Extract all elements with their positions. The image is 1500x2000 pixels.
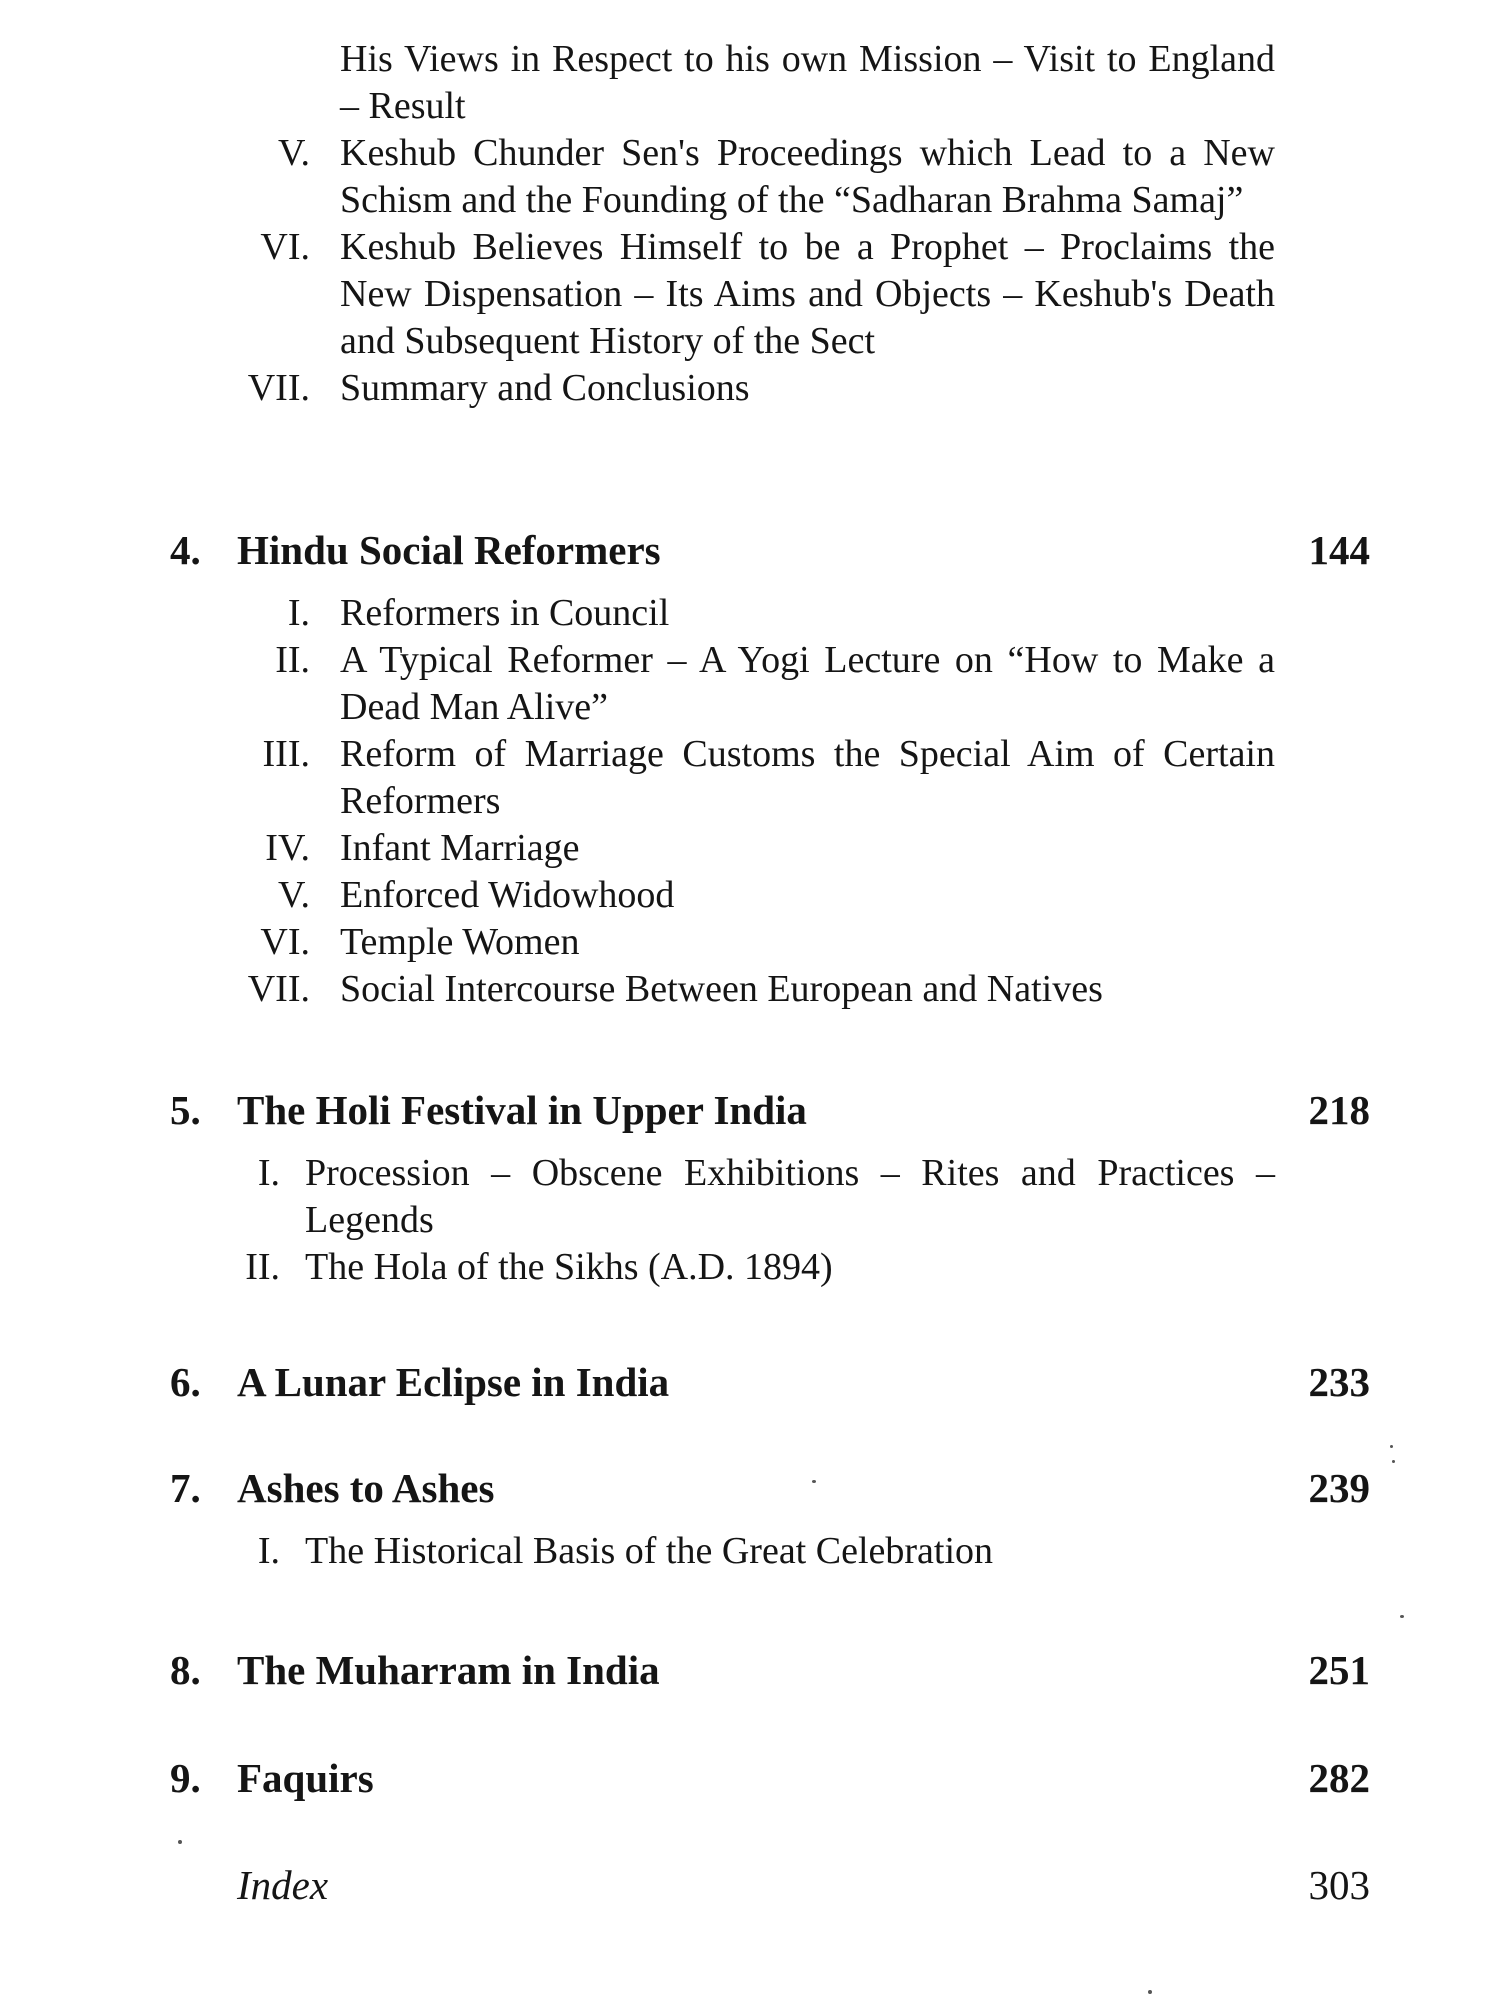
section-title: Reformers in Council [340, 592, 670, 634]
section-list [0, 590, 1500, 1013]
section-item [0, 224, 1500, 365]
section-item [0, 1150, 1500, 1244]
chapter-number: 6. [170, 1359, 201, 1405]
section-item [0, 130, 1500, 224]
chapter-number: 7. [170, 1465, 201, 1511]
index-title: Index [237, 1862, 329, 1908]
section-list [0, 1528, 1500, 1575]
section-title: His Views in Respect to his own Mission – Visit to England – Result [340, 38, 1275, 127]
chapter-title: The Muharram in India [237, 1647, 660, 1693]
continued-section-list [0, 36, 1500, 412]
chapter-number: 4. [170, 527, 201, 573]
chapter-heading[interactable] [0, 520, 1500, 580]
section-item [0, 1528, 1500, 1575]
section-item [0, 590, 1500, 637]
chapter-title: The Holi Festival in Upper India [237, 1087, 807, 1133]
chapter-heading[interactable] [0, 1640, 1500, 1700]
scan-speck [1400, 1615, 1404, 1618]
chapter-entry [0, 1640, 1500, 1700]
chapter-entry [0, 520, 1500, 1013]
section-title: Temple Women [340, 921, 580, 963]
section-item [0, 731, 1500, 825]
section-number: VI. [260, 226, 310, 268]
section-number: II. [275, 639, 310, 681]
chapter-entry [0, 1080, 1500, 1291]
scan-speck [1390, 1445, 1393, 1448]
section-list [0, 1150, 1500, 1291]
section-item [0, 365, 1500, 412]
chapter-page-number: 251 [1308, 1647, 1370, 1693]
section-item [0, 825, 1500, 872]
index-heading[interactable] [0, 1855, 1500, 1915]
section-number: I. [287, 592, 310, 634]
chapter-title: Hindu Social Reformers [237, 527, 661, 573]
section-item [0, 1244, 1500, 1291]
section-number: VII. [247, 367, 310, 409]
chapter-heading[interactable] [0, 1748, 1500, 1808]
chapter-title: Faquirs [237, 1755, 374, 1801]
section-item [0, 637, 1500, 731]
section-title: Keshub Chunder Sen's Proceedings which Lead to a New Schism and the Founding of the “Sadharan Brahma Samaj” [340, 132, 1275, 221]
chapter-title: Ashes to Ashes [237, 1465, 495, 1511]
index-page-number: 303 [1308, 1862, 1370, 1908]
section-number: V. [277, 132, 310, 174]
section-title: Social Intercourse Between European and Natives [340, 968, 1103, 1010]
section-number: IV. [265, 827, 310, 869]
chapter-page-number: 233 [1308, 1359, 1370, 1405]
section-title: Reform of Marriage Customs the Special Aim of Certain Reformers [340, 733, 1275, 822]
section-title: Procession – Obscene Exhibitions – Rites and Practices – Legends [305, 1152, 1275, 1241]
scan-speck [1392, 1460, 1395, 1463]
section-number: V. [277, 874, 310, 916]
scan-speck [178, 1840, 182, 1844]
chapter-page-number: 218 [1308, 1087, 1370, 1133]
scan-speck [812, 1480, 816, 1483]
chapter-heading[interactable] [0, 1352, 1500, 1412]
chapter-entry [0, 1458, 1500, 1575]
chapter-title: A Lunar Eclipse in India [237, 1359, 670, 1405]
section-number: VII. [247, 968, 310, 1010]
chapter-entry [0, 1352, 1500, 1412]
section-title: The Hola of the Sikhs (A.D. 1894) [305, 1246, 833, 1288]
section-title: A Typical Reformer – A Yogi Lecture on “How to Make a Dead Man Alive” [340, 639, 1275, 728]
section-number: I. [257, 1152, 280, 1194]
section-number: VI. [260, 921, 310, 963]
chapter-heading[interactable] [0, 1080, 1500, 1140]
section-item [0, 36, 1500, 130]
chapter-page-number: 282 [1308, 1755, 1370, 1801]
section-item [0, 919, 1500, 966]
scan-speck [1148, 1990, 1152, 1994]
section-item [0, 966, 1500, 1013]
chapter-entry [0, 1748, 1500, 1808]
section-title: The Historical Basis of the Great Celebration [305, 1530, 994, 1572]
section-title: Enforced Widowhood [340, 874, 675, 916]
section-number: III. [262, 733, 310, 775]
section-number: II. [245, 1246, 280, 1288]
chapter-number: 5. [170, 1087, 201, 1133]
section-number: I. [257, 1530, 280, 1572]
chapter-number: 9. [170, 1755, 201, 1801]
section-title: Summary and Conclusions [340, 367, 750, 409]
section-title: Infant Marriage [340, 827, 580, 869]
index-entry [0, 1855, 1500, 1915]
chapter-page-number: 239 [1308, 1465, 1370, 1511]
section-title: Keshub Believes Himself to be a Prophet – Proclaims the New Dispensation – Its Aims and Objects – Keshub's Death and Subsequent History of the Sect [340, 226, 1275, 362]
chapter-page-number: 144 [1308, 527, 1370, 573]
section-item [0, 872, 1500, 919]
chapter-heading[interactable] [0, 1458, 1500, 1518]
chapter-number: 8. [170, 1647, 201, 1693]
